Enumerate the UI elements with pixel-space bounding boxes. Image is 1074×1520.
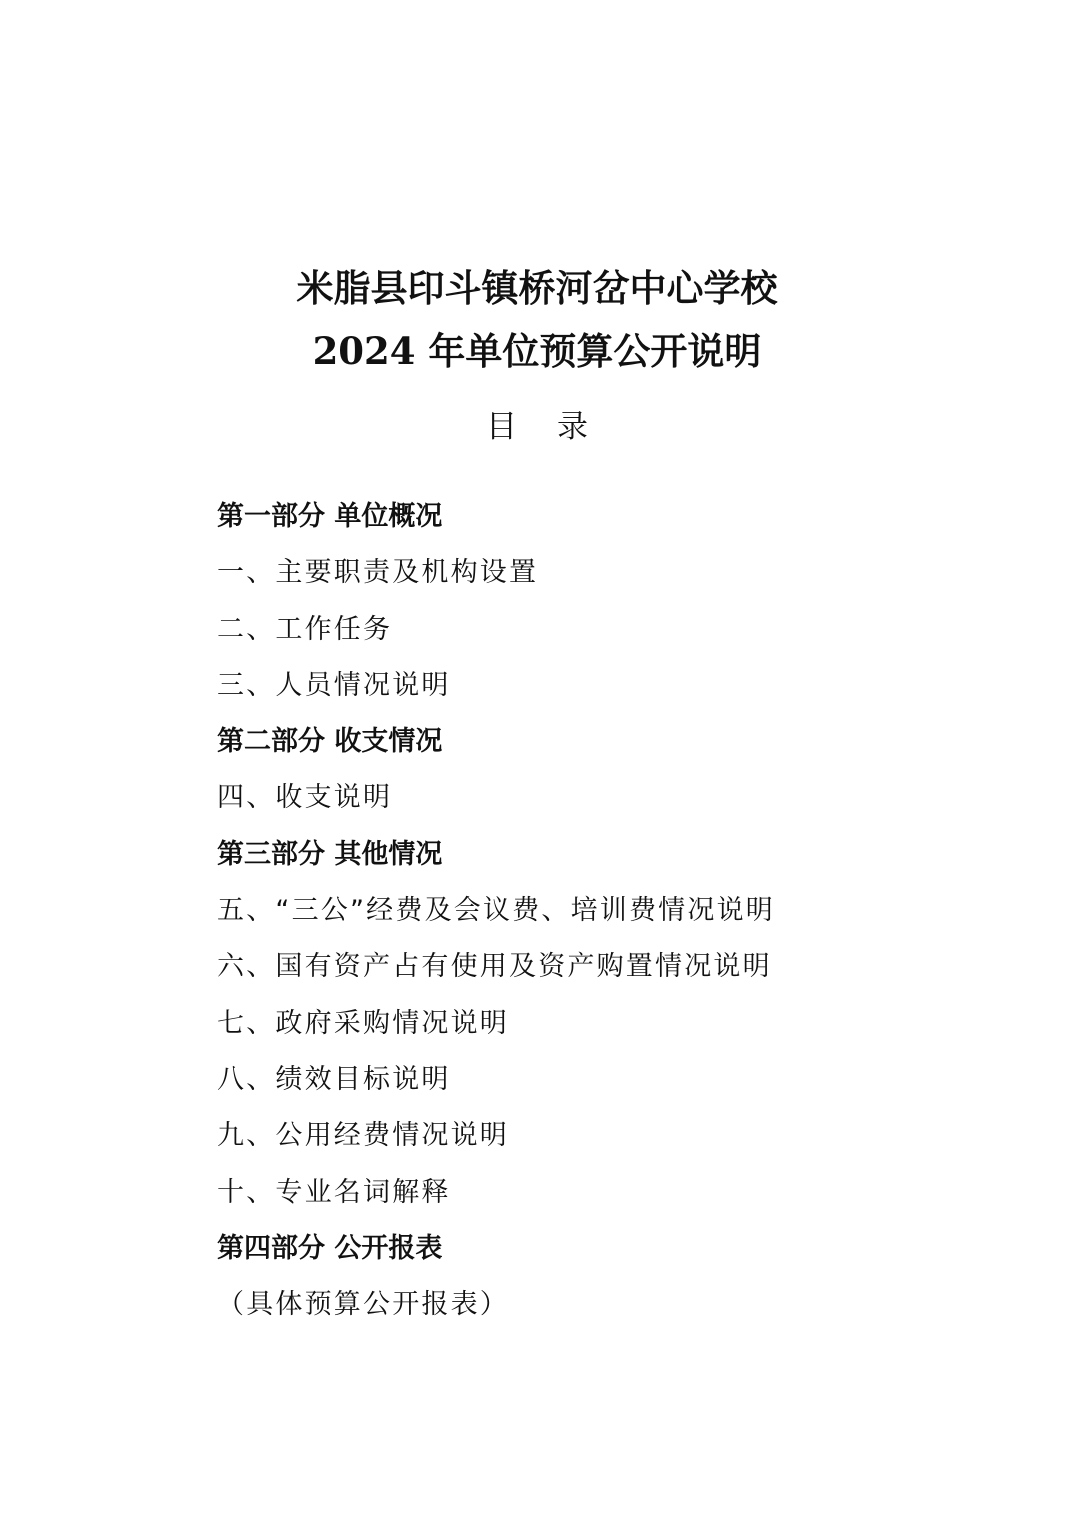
toc-item-3: 三、人员情况说明: [217, 669, 451, 701]
table-of-contents: [217, 497, 937, 1341]
toc-item-4: 四、收支说明: [217, 782, 393, 814]
toc-item-2: 二、工作任务: [217, 613, 393, 645]
toc-part-2: 第二部分 收支情况: [217, 726, 443, 758]
toc-item-8: 八、绩效目标说明: [217, 1063, 451, 1095]
toc-item-5: 五、“三公”经费及会议费、培训费情况说明: [217, 895, 775, 927]
toc-item-7: 七、政府采购情况说明: [217, 1007, 509, 1039]
toc-heading: [0, 409, 1074, 445]
toc-item-6: 六、国有资产占有使用及资产购置情况说明: [217, 951, 772, 983]
toc-item-9: 九、公用经费情况说明: [217, 1120, 509, 1152]
toc-item-reports: （具体预算公开报表）: [217, 1289, 509, 1321]
toc-part-3: 第三部分 其他情况: [217, 838, 443, 870]
toc-heading-right: 录: [557, 409, 588, 445]
document-title-line-1: 米脂县印斗镇桥河岔中心学校: [296, 266, 778, 310]
toc-item-1: 一、主要职责及机构设置: [217, 557, 539, 589]
document-title-line-2: 2024 年单位预算公开说明: [312, 329, 762, 373]
toc-part-1: 第一部分 单位概况: [217, 501, 443, 532]
toc-item-10: 十、专业名词解释: [217, 1176, 451, 1208]
toc-part-4: 第四部分 公开报表: [217, 1232, 443, 1264]
toc-heading-left: 目: [486, 409, 517, 445]
